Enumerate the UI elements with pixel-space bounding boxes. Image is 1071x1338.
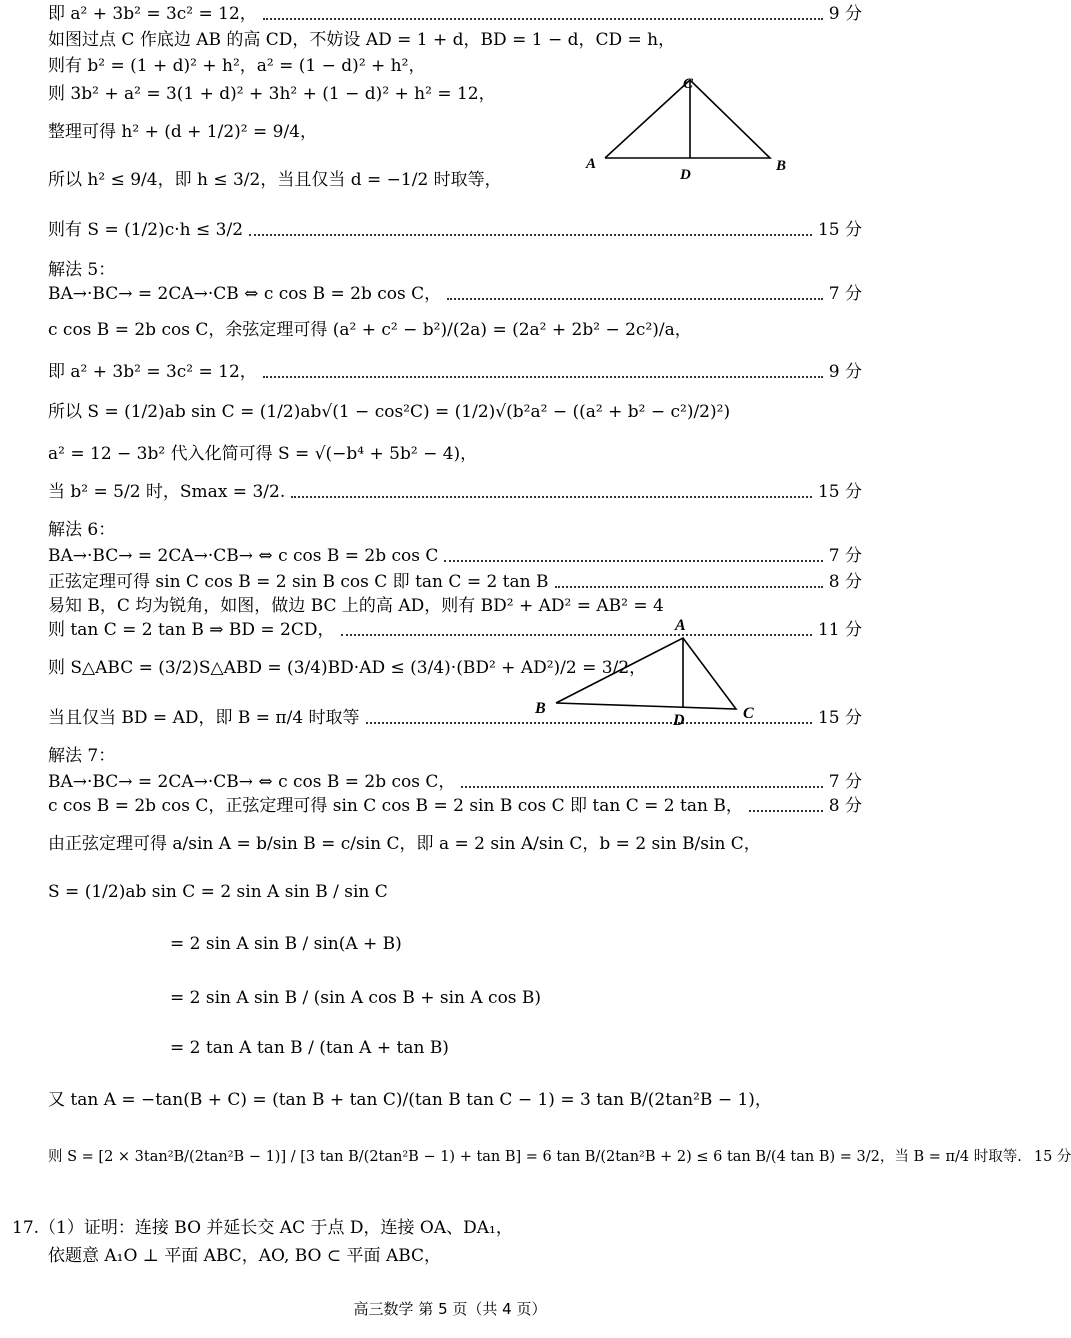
line-25 <box>48 836 862 853</box>
line-26 <box>48 884 862 901</box>
score-mark: 15 分 <box>817 708 862 728</box>
score-mark: 15 分 <box>817 220 862 240</box>
score-mark: 8 分 <box>828 572 862 592</box>
method-6-heading <box>48 522 862 539</box>
line-29 <box>170 1040 862 1057</box>
line-16 <box>48 548 862 565</box>
line-text: a² = 12 − 3b² 代入化简可得 S = √(−b⁴ + 5b² − 4)， <box>48 444 478 464</box>
problem-17-line <box>12 1220 862 1237</box>
leader-dots <box>447 298 823 300</box>
line-text: = 2 sin A sin B / (sin A cos B + sin A cos B) <box>170 988 542 1008</box>
line-text: 则有 S = (1/2)c·h ≤ 3/2 <box>48 220 244 240</box>
line-text: 则有 b² = (1 + d)² + h²，a² = (1 − d)² + h²， <box>48 56 426 76</box>
line-text: BA→·BC→ = 2CA→·CB→ ⇔ c cos B = 2b cos C <box>48 546 439 566</box>
line-text: c cos B = 2b cos C，余弦定理可得 (a² + c² − b²)/(2a) = (2a² + 2b² − 2c²)/a， <box>48 320 692 340</box>
score-mark: 15 分 <box>817 482 862 502</box>
line-13 <box>48 446 862 463</box>
line-text: 易知 B，C 均为锐角，如图，做边 BC 上的高 AD，则有 BD² + AD² = AB² = 4 <box>48 596 664 616</box>
line-text: 则 S△ABC = (3/2)S△ABD = (3/4)BD·AD ≤ (3/4)·(BD² + AD²)/2 = 3/2， <box>48 658 647 678</box>
method-5-heading <box>48 262 862 279</box>
line-text: 依题意 A₁O ⊥ 平面 ABC，AO, BO ⊂ 平面 ABC， <box>48 1246 442 1266</box>
score-mark: 8 分 <box>828 796 862 816</box>
leader-dots <box>291 496 812 498</box>
line-text: 如图过点 C 作底边 AB 的高 CD，不妨设 AD = 1 + d，BD = 1 − d，CD = h， <box>48 30 676 50</box>
line-20 <box>48 658 647 678</box>
score-mark: 7 分 <box>828 772 862 792</box>
line-text: = 2 tan A tan B / (tan A + tan B) <box>170 1038 449 1058</box>
line-text: 正弦定理可得 sin C cos B = 2 sin B cos C 即 tan C = 2 tan B <box>48 572 549 592</box>
line-17 <box>48 574 862 591</box>
label-d: D <box>673 712 685 729</box>
label-b: B <box>535 700 546 717</box>
line-text: 则 3b² + a² = 3(1 + d)² + 3h² + (1 − d)² + h² = 12， <box>48 84 496 104</box>
line-text: = 2 sin A sin B / sin(A + B) <box>170 934 402 954</box>
score-mark: 9 分 <box>828 362 862 382</box>
leader-dots <box>461 786 822 788</box>
method-7-heading <box>48 748 862 765</box>
score-mark: 9 分 <box>828 4 862 24</box>
triangle-figure-2 <box>530 612 770 730</box>
leader-dots <box>444 560 822 562</box>
line-1 <box>48 6 862 23</box>
line-12 <box>48 404 862 421</box>
line-30 <box>48 1092 862 1109</box>
line-text: 即 a² + 3b² = 3c² = 12， <box>48 362 257 382</box>
score-mark: 7 分 <box>828 284 862 304</box>
line-9 <box>48 286 862 303</box>
leader-dots <box>249 234 812 236</box>
line-11 <box>48 364 862 381</box>
line-text: c cos B = 2b cos C，正弦定理可得 sin C cos B = 2 sin B cos C 即 tan C = 2 tan B， <box>48 796 743 816</box>
label-d: D <box>680 167 691 183</box>
line-text: 解法 5： <box>48 260 116 280</box>
line-24 <box>48 798 862 815</box>
label-b: B <box>776 158 787 174</box>
line-text: 当且仅当 BD = AD，即 B = π/4 时取等 <box>48 708 360 728</box>
line-10 <box>48 322 862 339</box>
line-text: 解法 7： <box>48 746 116 766</box>
line-text: BA→·BC→ = 2CA→·CB ⇔ c cos B = 2b cos C， <box>48 284 442 304</box>
line-2 <box>48 32 862 49</box>
line-23 <box>48 774 862 791</box>
leader-dots <box>749 810 823 812</box>
leader-dots <box>555 586 823 588</box>
score-mark: 15 分 <box>1033 1149 1071 1165</box>
label-a: A <box>675 617 686 634</box>
line-text: 则 tan C = 2 tan B ⇒ BD = 2CD， <box>48 620 335 640</box>
triangle-outline <box>556 638 736 709</box>
line-31 <box>48 1149 1071 1165</box>
line-14 <box>48 484 862 501</box>
line-27 <box>170 936 862 953</box>
leader-dots <box>263 376 823 378</box>
label-c: C <box>743 705 754 722</box>
leader-dots <box>263 18 823 20</box>
line-text: 即 a² + 3b² = 3c² = 12， <box>48 4 257 24</box>
score-mark: 7 分 <box>828 546 862 566</box>
line-text: 则 S = [2 × 3tan²B/(2tan²B − 1)] / [3 tan B/(2tan²B − 1) + tan B] = 6 tan B/(2tan²B + 2) ≤ 6 tan B/(4 tan B) = 3/2，当 B = π/4 时取等. <box>48 1149 1022 1165</box>
line-text: S = (1/2)ab sin C = 2 sin A sin B / sin C <box>48 882 388 902</box>
line-text: 整理可得 h² + (d + 1/2)² = 9/4， <box>48 122 318 142</box>
line-text: 由正弦定理可得 a/sin A = b/sin B = c/sin C，即 a = 2 sin A/sin C，b = 2 sin B/sin C， <box>48 834 761 854</box>
line-text: 所以 h² ≤ 9/4，即 h ≤ 3/2，当且仅当 d = −1/2 时取等， <box>48 170 502 190</box>
line-text: 当 b² = 5/2 时，Smax = 3/2. <box>48 482 286 502</box>
line-text: 所以 S = (1/2)ab sin C = (1/2)ab√(1 − cos²C) = (1/2)√(b²a² − ((a² + b² − c²)/2)²) <box>48 402 731 422</box>
line-text: 又 tan A = −tan(B + C) = (tan B + tan C)/(tan B tan C − 1) = 3 tan B/(2tan²B − 1)， <box>48 1090 772 1110</box>
label-a: A <box>586 156 597 172</box>
line-33 <box>48 1248 862 1265</box>
line-text: BA→·BC→ = 2CA→·CB→ ⇔ c cos B = 2b cos C， <box>48 772 456 792</box>
line-text: 17.（1）证明：连接 BO 并延长交 AC 于点 D，连接 OA、DA₁， <box>12 1218 513 1238</box>
line-text: 解法 6： <box>48 520 116 540</box>
label-c: C <box>683 76 694 92</box>
score-mark: 11 分 <box>817 620 862 640</box>
triangle-figure-1 <box>578 70 798 185</box>
page-footer: 高三数学 第 5 页（共 4 页） <box>353 1300 547 1318</box>
line-7 <box>48 222 862 239</box>
line-28 <box>170 990 862 1007</box>
